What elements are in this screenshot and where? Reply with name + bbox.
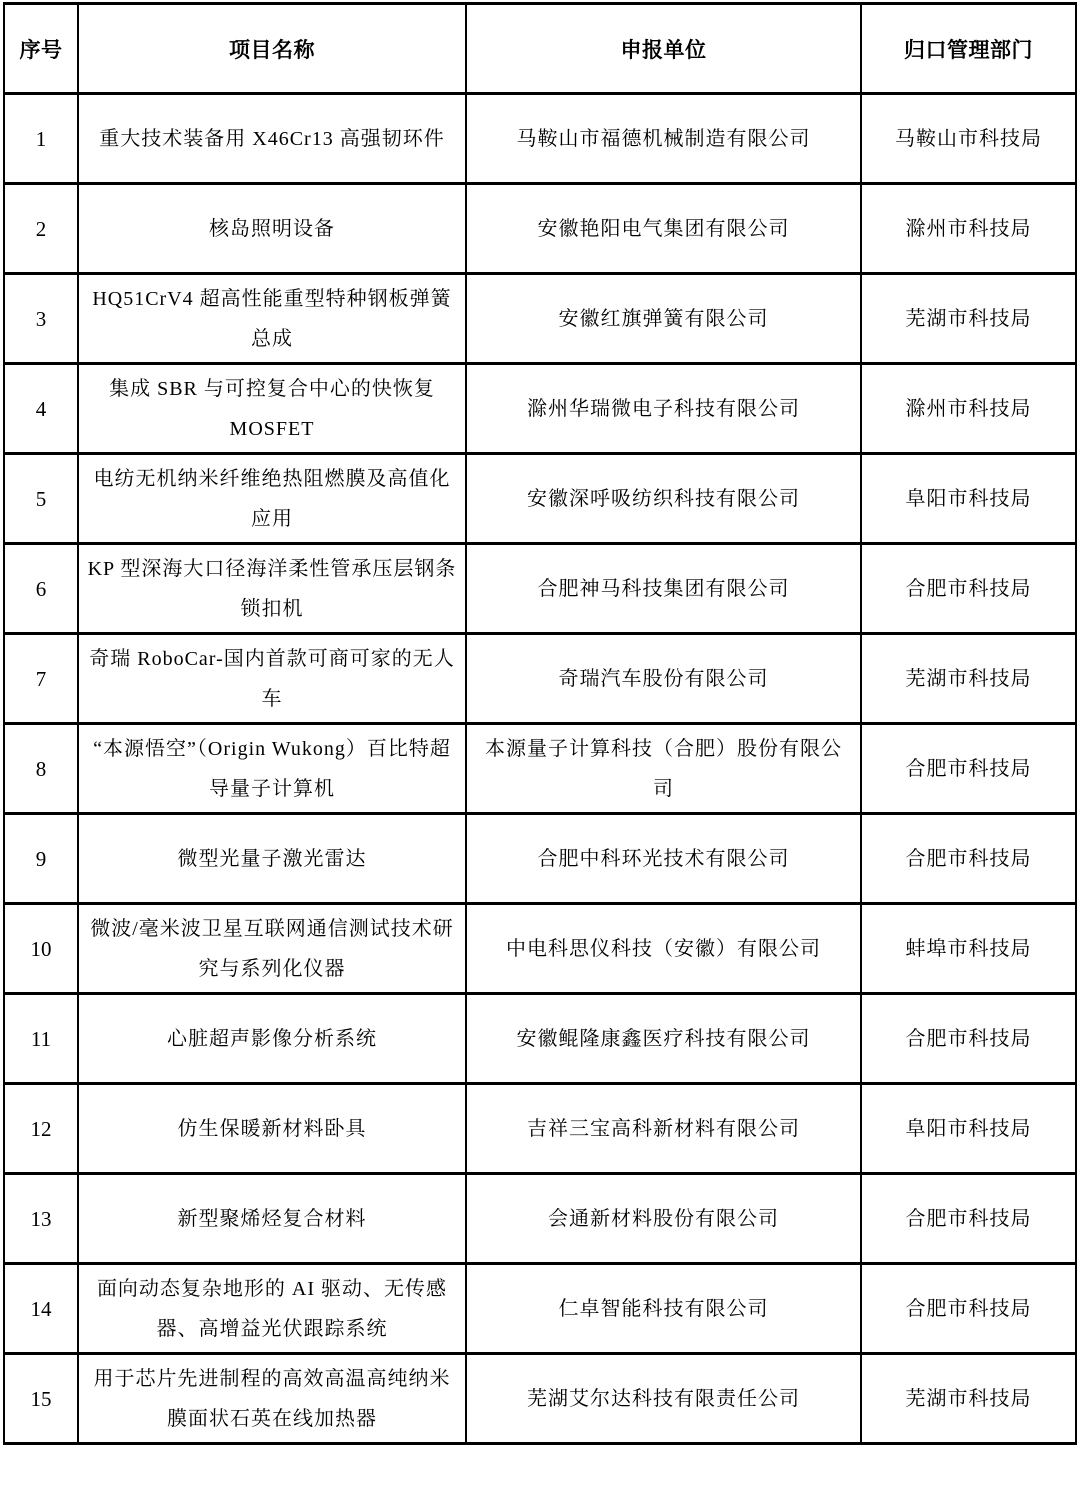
applicant-unit-cell: 本源量子计算科技（合肥）股份有限公司 xyxy=(466,724,861,814)
project-name-cell: 集成 SBR 与可控复合中心的快恢复 MOSFET xyxy=(78,364,466,454)
row-number-cell: 3 xyxy=(4,274,78,364)
table-row xyxy=(4,904,1076,994)
table-row xyxy=(4,814,1076,904)
project-name-cell: 仿生保暖新材料卧具 xyxy=(78,1084,466,1174)
project-name-cell: 微型光量子激光雷达 xyxy=(78,814,466,904)
row-number-cell: 5 xyxy=(4,454,78,544)
projects-table xyxy=(3,2,1077,1445)
column-header-project-name: 项目名称 xyxy=(78,4,466,94)
project-name-cell: 核岛照明设备 xyxy=(78,184,466,274)
project-name-cell: 用于芯片先进制程的高效高温高纯纳米膜面状石英在线加热器 xyxy=(78,1354,466,1444)
project-name-cell: 微波/毫米波卫星互联网通信测试技术研究与系列化仪器 xyxy=(78,904,466,994)
applicant-unit-cell: 安徽鲲隆康鑫医疗科技有限公司 xyxy=(466,994,861,1084)
project-name-cell: 心脏超声影像分析系统 xyxy=(78,994,466,1084)
table-row xyxy=(4,1354,1076,1444)
applicant-unit-cell: 芜湖艾尔达科技有限责任公司 xyxy=(466,1354,861,1444)
applicant-unit-cell: 安徽深呼吸纺织科技有限公司 xyxy=(466,454,861,544)
row-number-cell: 14 xyxy=(4,1264,78,1354)
project-name-cell: 电纺无机纳米纤维绝热阻燃膜及高值化应用 xyxy=(78,454,466,544)
managing-dept-cell: 合肥市科技局 xyxy=(861,724,1076,814)
row-number-cell: 8 xyxy=(4,724,78,814)
managing-dept-cell: 芜湖市科技局 xyxy=(861,1354,1076,1444)
applicant-unit-cell: 滁州华瑞微电子科技有限公司 xyxy=(466,364,861,454)
table-row xyxy=(4,1084,1076,1174)
project-name-cell: KP 型深海大口径海洋柔性管承压层钢条锁扣机 xyxy=(78,544,466,634)
applicant-unit-cell: 中电科思仪科技（安徽）有限公司 xyxy=(466,904,861,994)
managing-dept-cell: 阜阳市科技局 xyxy=(861,454,1076,544)
row-number-cell: 7 xyxy=(4,634,78,724)
row-number-cell: 13 xyxy=(4,1174,78,1264)
managing-dept-cell: 滁州市科技局 xyxy=(861,184,1076,274)
table-row xyxy=(4,454,1076,544)
table-row xyxy=(4,274,1076,364)
managing-dept-cell: 合肥市科技局 xyxy=(861,814,1076,904)
table-row xyxy=(4,364,1076,454)
row-number-cell: 15 xyxy=(4,1354,78,1444)
row-number-cell: 10 xyxy=(4,904,78,994)
row-number-cell: 11 xyxy=(4,994,78,1084)
project-name-cell: 面向动态复杂地形的 AI 驱动、无传感器、高增益光伏跟踪系统 xyxy=(78,1264,466,1354)
applicant-unit-cell: 奇瑞汽车股份有限公司 xyxy=(466,634,861,724)
managing-dept-cell: 合肥市科技局 xyxy=(861,544,1076,634)
project-name-cell: 重大技术装备用 X46Cr13 高强韧环件 xyxy=(78,94,466,184)
table-row xyxy=(4,1264,1076,1354)
managing-dept-cell: 芜湖市科技局 xyxy=(861,274,1076,364)
applicant-unit-cell: 吉祥三宝高科新材料有限公司 xyxy=(466,1084,861,1174)
managing-dept-cell: 合肥市科技局 xyxy=(861,1174,1076,1264)
row-number-cell: 6 xyxy=(4,544,78,634)
column-header-applicant-unit: 申报单位 xyxy=(466,4,861,94)
managing-dept-cell: 芜湖市科技局 xyxy=(861,634,1076,724)
applicant-unit-cell: 仁卓智能科技有限公司 xyxy=(466,1264,861,1354)
row-number-cell: 2 xyxy=(4,184,78,274)
managing-dept-cell: 合肥市科技局 xyxy=(861,994,1076,1084)
table-row xyxy=(4,1174,1076,1264)
applicant-unit-cell: 安徽红旗弹簧有限公司 xyxy=(466,274,861,364)
managing-dept-cell: 马鞍山市科技局 xyxy=(861,94,1076,184)
table-row xyxy=(4,184,1076,274)
applicant-unit-cell: 会通新材料股份有限公司 xyxy=(466,1174,861,1264)
table-row xyxy=(4,994,1076,1084)
column-header-number: 序号 xyxy=(4,4,78,94)
applicant-unit-cell: 合肥中科环光技术有限公司 xyxy=(466,814,861,904)
managing-dept-cell: 阜阳市科技局 xyxy=(861,1084,1076,1174)
project-name-cell: HQ51CrV4 超高性能重型特种钢板弹簧总成 xyxy=(78,274,466,364)
managing-dept-cell: 蚌埠市科技局 xyxy=(861,904,1076,994)
managing-dept-cell: 滁州市科技局 xyxy=(861,364,1076,454)
column-header-managing-department: 归口管理部门 xyxy=(861,4,1076,94)
table-row xyxy=(4,634,1076,724)
header-row xyxy=(4,4,1076,94)
table-header xyxy=(4,4,1076,94)
table-body xyxy=(4,94,1076,1444)
project-name-cell: 新型聚烯烃复合材料 xyxy=(78,1174,466,1264)
row-number-cell: 4 xyxy=(4,364,78,454)
applicant-unit-cell: 马鞍山市福德机械制造有限公司 xyxy=(466,94,861,184)
managing-dept-cell: 合肥市科技局 xyxy=(861,1264,1076,1354)
applicant-unit-cell: 合肥神马科技集团有限公司 xyxy=(466,544,861,634)
row-number-cell: 1 xyxy=(4,94,78,184)
project-name-cell: “本源悟空”（Origin Wukong）百比特超导量子计算机 xyxy=(78,724,466,814)
row-number-cell: 12 xyxy=(4,1084,78,1174)
table-row xyxy=(4,724,1076,814)
row-number-cell: 9 xyxy=(4,814,78,904)
table-row xyxy=(4,544,1076,634)
table-row xyxy=(4,94,1076,184)
project-name-cell: 奇瑞 RoboCar-国内首款可商可家的无人车 xyxy=(78,634,466,724)
applicant-unit-cell: 安徽艳阳电气集团有限公司 xyxy=(466,184,861,274)
